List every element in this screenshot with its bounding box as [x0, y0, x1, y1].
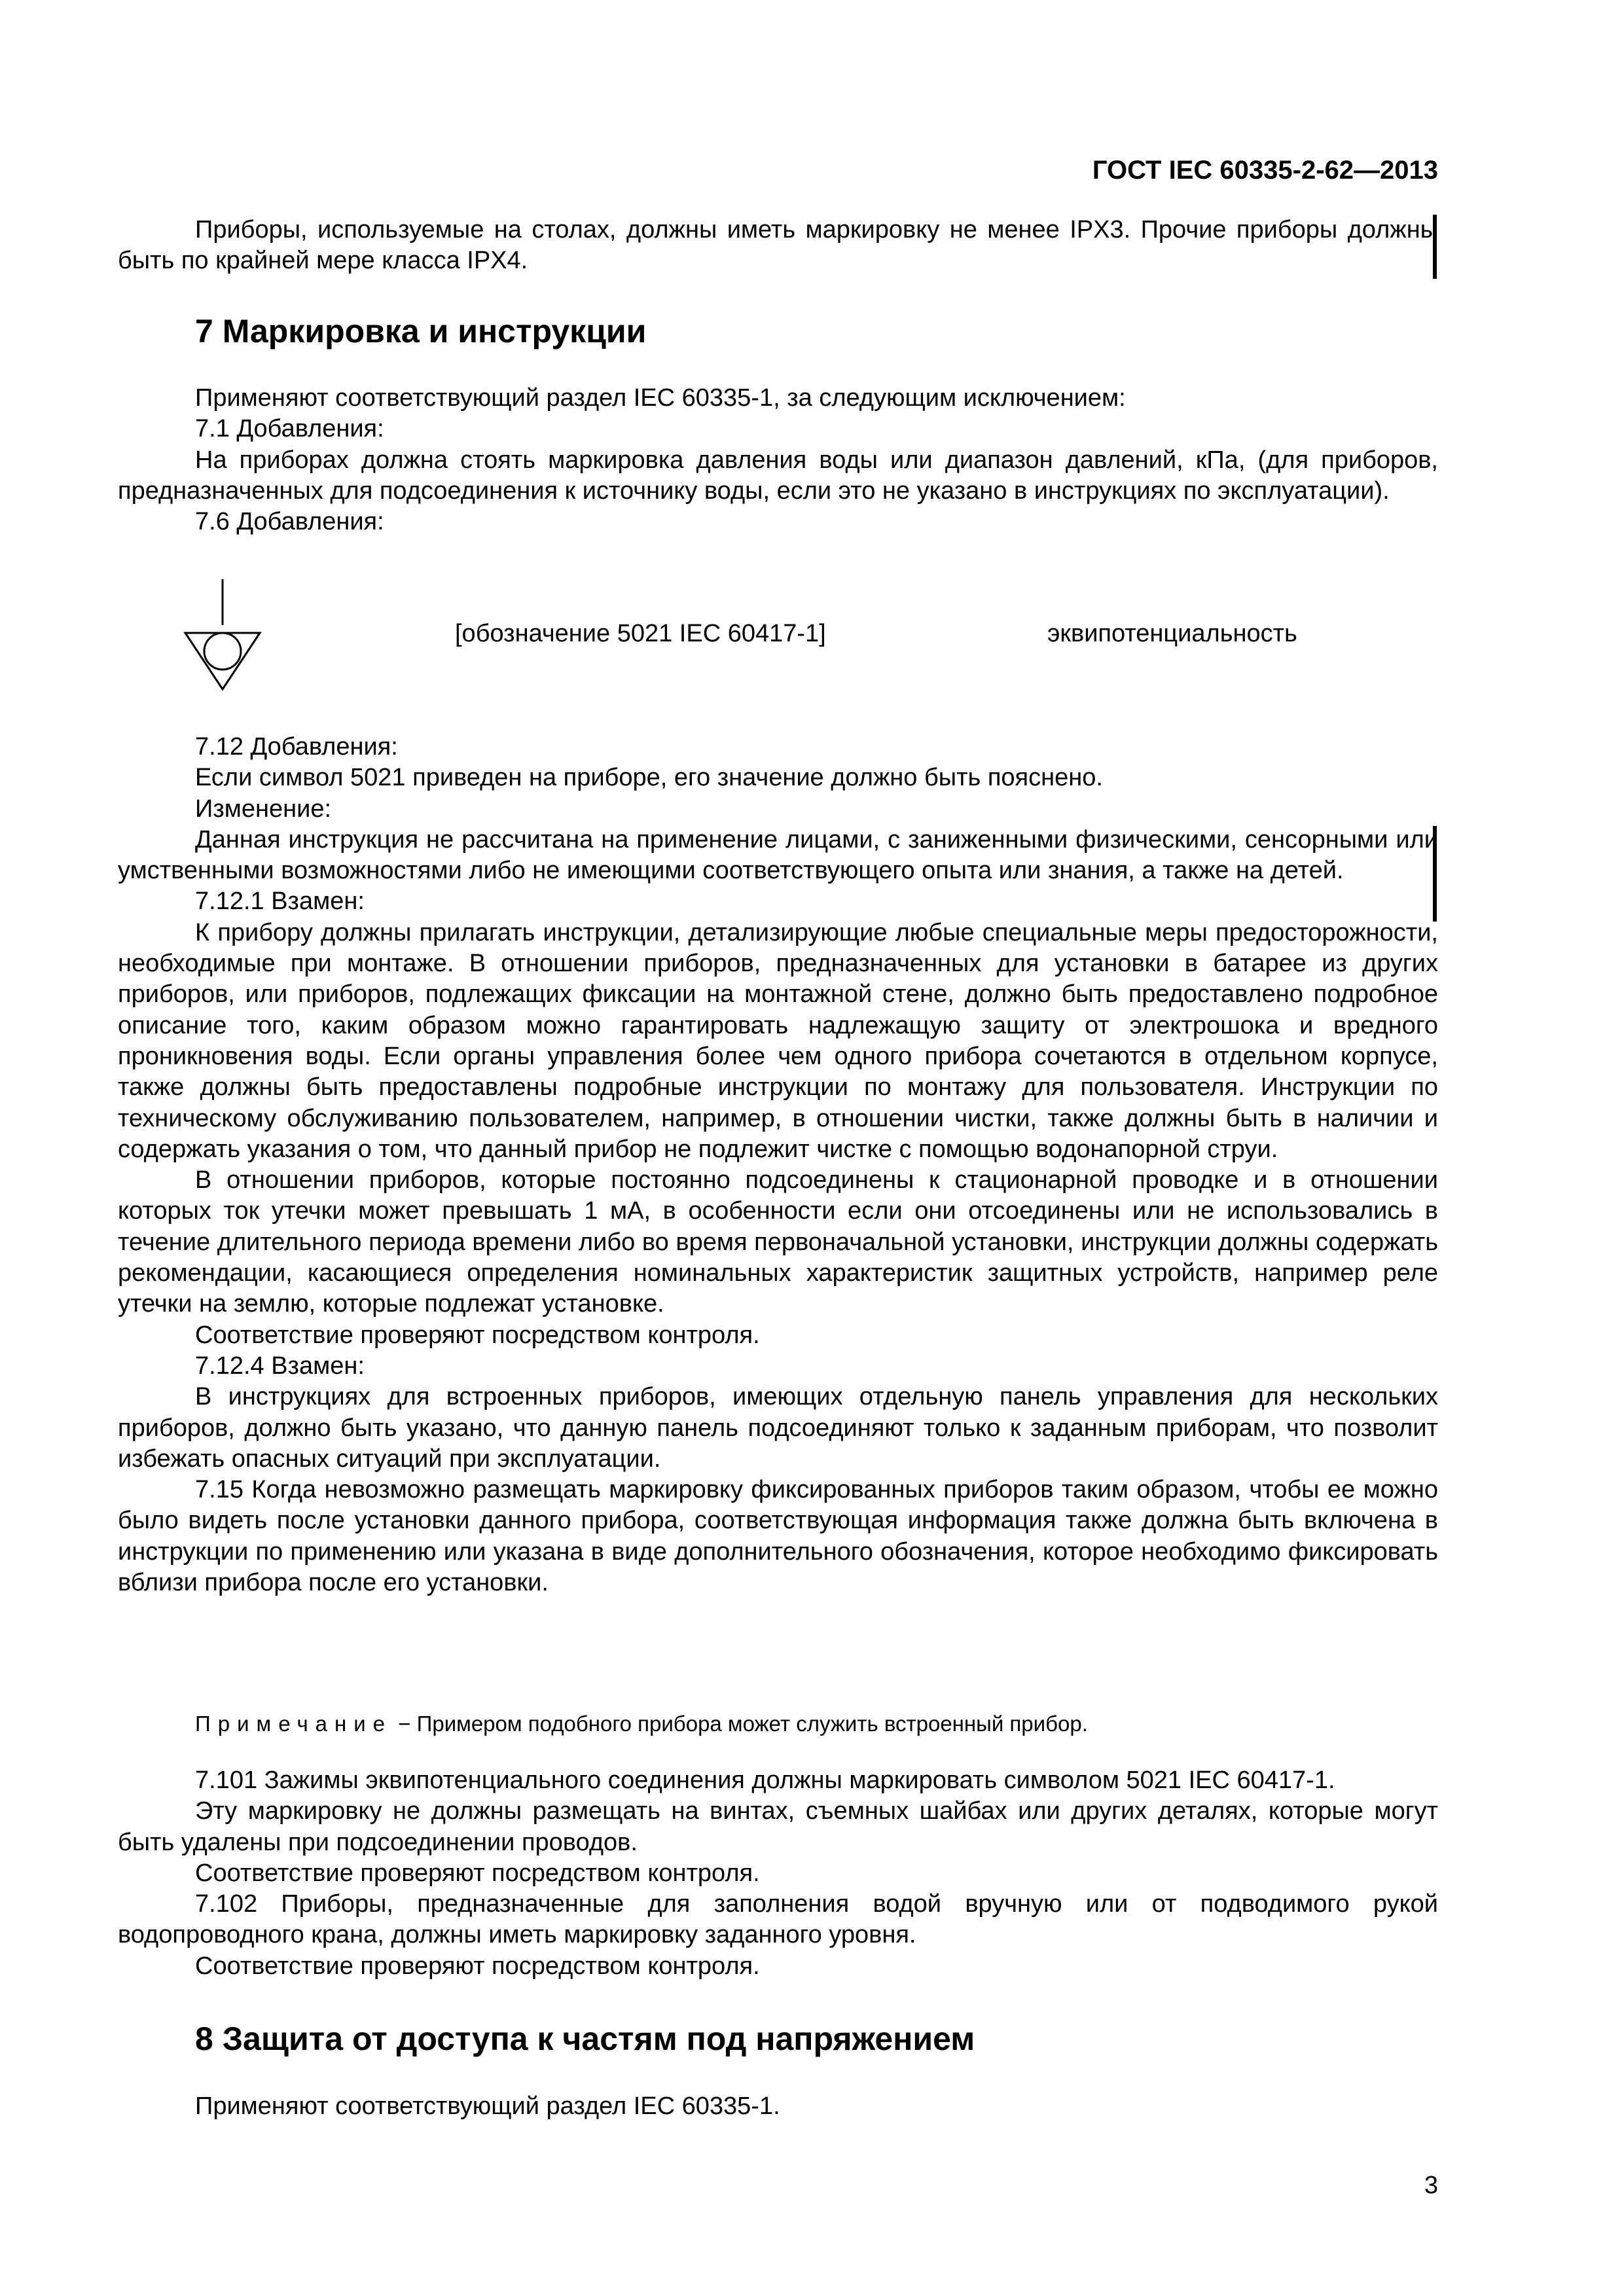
body-paragraph: Изменение:	[195, 795, 332, 823]
section-7-line: 7.1 Добавления:	[195, 415, 384, 443]
clause-7-12: 7.12 Добавления:	[195, 733, 398, 761]
symbol-meaning: эквипотенциальность	[1047, 620, 1297, 647]
symbol-designation: [обозначение 5021 IEC 60417-1]	[455, 620, 826, 647]
body-paragraph: В отношении приборов, которые постоянно подсоединены к стационарной проводке и в отношении которых ток утечки может превышать 1 мА, в особенности если они отсоединены или не использовались в течение длительного периода времени либо во время первоначальной установки, инструкции должны содержать рекомендации, касающиеся определения номинальных характеристик защитных устройств, например реле утечки на землю, которые подлежат установке.	[118, 1166, 1438, 1318]
section-7-line: На приборах должна стоять маркировка давления воды или диапазон давлений, кПа, (для приборов, предназначенных для подсоединения к источнику воды, если это не указано в инструкциях по эксплуатации).	[118, 446, 1438, 505]
section-8-text: Применяют соответствующий раздел IEC 60335-1.	[195, 2092, 780, 2120]
body-paragraph: К прибору должны прилагать инструкции, детализирующие любые специальные меры предосторожности, необходимые при монтаже. В отношении приборов, предназначенных для установки в батарее из других приборов, или приборов, подлежащих фиксации на монтажной стене, должно быть предоставлено подробное описание того, каким образом можно гарантировать надлежащую защиту от электрошока и вредного проникновения воды. Если органы управления более чем одного прибора сочетаются в отдельном корпусе, также должны быть предоставлены подробные инструкции по монтажу для пользователя. Инструкции по техническому обслуживанию пользователем, например, в отношении чистки, также должны быть в наличии и содержать указания о том, что данный прибор не подлежит чистке с помощью водонапорной струи.	[118, 918, 1438, 1163]
clause-7-101: 7.101 Зажимы эквипотенциального соединения должны маркировать символом 5021 IEC 60417-1.	[195, 1767, 1335, 1794]
clause-7-12-4: 7.12.4 Взамен:	[195, 1352, 365, 1380]
note	[195, 1710, 1439, 1738]
body-paragraph: Данная инструкция не рассчитана на применение лицами, с заниженными физическими, сенсорными или умственными возможностями либо не имеющими соответствующего опыта или знания, а также на детей.	[118, 825, 1438, 885]
note-text: − Примером подобного прибора может служить встроенный прибор.	[398, 1712, 1088, 1736]
section-7-line: Применяют соответствующий раздел IEC 60335-1, за следующим исключением:	[195, 384, 1126, 412]
body-paragraph: Если символ 5021 приведен на приборе, его значение должно быть пояснено.	[195, 764, 1103, 792]
section-7-title: 7 Маркировка и инструкции	[195, 313, 647, 350]
section-7-line: 7.6 Добавления:	[195, 508, 384, 536]
section-8-body	[118, 2091, 1438, 2122]
document-header: ГОСТ IEC 60335-2-62—2013	[1092, 156, 1438, 185]
intro-paragraph	[118, 215, 1438, 277]
section-7-body	[118, 732, 1438, 1598]
clause-7-102: 7.102 Приборы, предназначенные для заполнения водой вручную или от подводимого рукой водопроводного крана, должны иметь маркировку заданного уровня.	[118, 1890, 1438, 1949]
body-paragraph: Соответствие проверяют посредством контроля.	[195, 1859, 760, 1887]
section-7-tail	[118, 1765, 1438, 1982]
body-paragraph: Соответствие проверяют посредством контроля.	[195, 1321, 760, 1349]
intro-text: Приборы, используемые на столах, должны иметь маркировку не менее IPX3. Прочие приборы должны быть по крайней мере класса IPX4.	[118, 216, 1438, 275]
body-paragraph: В инструкциях для встроенных приборов, имеющих отдельную панель управления для нескольких приборов, должно быть указано, что данную панель подсоединяют только к заданным приборам, что позволит избежать опасных ситуаций при эксплуатации.	[118, 1383, 1438, 1473]
section-8-title: 8 Защита от доступа к частям под напряжением	[195, 2020, 975, 2057]
symbol-row	[0, 579, 1624, 697]
body-paragraph: Эту маркировку не должны размещать на винтах, съемных шайбах или других деталях, которые могут быть удалены при подсоединении проводов.	[118, 1797, 1438, 1856]
clause-7-12-1: 7.12.1 Взамен:	[195, 888, 365, 916]
equipotentiality-symbol-icon	[180, 579, 265, 691]
page-number: 3	[1424, 2172, 1438, 2199]
note-label: Примечание	[195, 1712, 393, 1736]
body-paragraph: Соответствие проверяют посредством контроля.	[195, 1952, 760, 1980]
clause-7-15: 7.15 Когда невозможно размещать маркировку фиксированных приборов таким образом, чтобы ее можно было видеть после установки данного прибора, соответствующая информация также должна быть включена в инструкции по применению или указана в виде дополнительного обозначения, которое необходимо фиксировать вблизи прибора после его установки.	[118, 1476, 1438, 1597]
section-7-intro	[118, 383, 1438, 537]
